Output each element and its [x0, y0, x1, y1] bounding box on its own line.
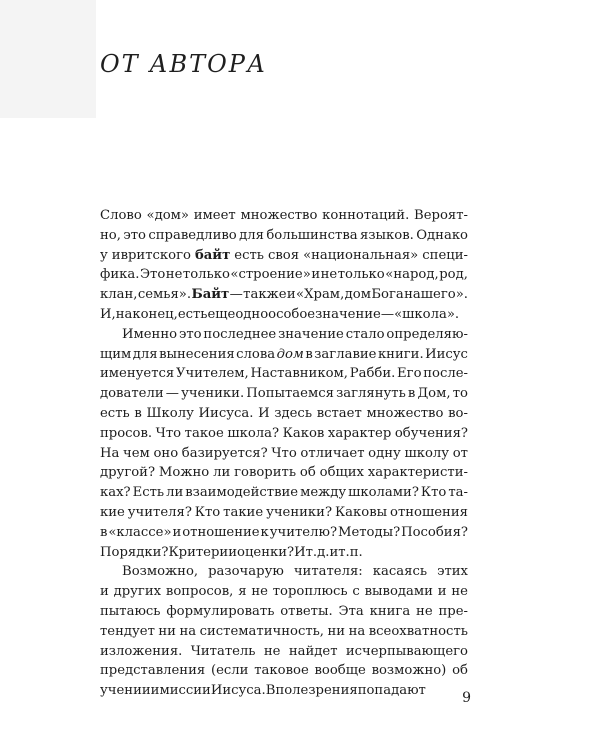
word: В [265, 683, 276, 699]
word: на [179, 623, 197, 639]
word: дователи [100, 386, 164, 402]
word: На [100, 445, 120, 461]
word: последнее [203, 326, 277, 342]
word: об [452, 663, 468, 679]
word: Бога [371, 287, 404, 303]
word: книги. [377, 346, 424, 362]
text-line [100, 562, 468, 582]
word: Байт [191, 287, 230, 303]
page-corner-shade [0, 0, 96, 118]
word: в [305, 346, 313, 362]
word: «классе» [108, 524, 172, 540]
text-line [100, 206, 468, 226]
word: школами? [348, 485, 419, 501]
word: заглянуть [336, 386, 406, 402]
word: не [451, 584, 468, 600]
text-line [100, 404, 468, 424]
word: других [113, 584, 162, 600]
word: базируется? [181, 445, 268, 461]
word: книга [369, 603, 411, 619]
word: к [260, 524, 269, 540]
word: Читатель [190, 643, 256, 659]
word: это [123, 227, 146, 243]
word: ученики. [181, 386, 245, 402]
text-line [100, 444, 468, 464]
word: характеристи- [367, 465, 468, 481]
word: систематичность, [199, 623, 324, 639]
word: специ- [422, 247, 468, 263]
word: об [299, 465, 316, 481]
word: тороплюсь [272, 584, 348, 600]
word: Кто [194, 504, 221, 520]
word: дом [276, 346, 304, 362]
word: здесь [274, 405, 312, 421]
word: еще [207, 306, 236, 322]
word: ученики? [266, 504, 333, 520]
text-line [100, 543, 468, 563]
word: читателя: [293, 564, 363, 580]
word: в [134, 405, 142, 421]
word: всеохватность [368, 623, 468, 639]
word: Рабби. [349, 366, 396, 382]
word: разочарую [208, 564, 284, 580]
word: множество [366, 405, 444, 421]
word: этих [437, 564, 468, 580]
word: таковое [254, 663, 309, 679]
word: представления [100, 663, 206, 679]
word: также [243, 287, 287, 303]
word: т. [305, 544, 318, 560]
word: для [239, 227, 264, 243]
text-line [100, 265, 468, 285]
word: только [337, 267, 385, 283]
word: обучения? [394, 425, 468, 441]
word: значение [278, 326, 344, 342]
word: Школу [146, 405, 194, 421]
word: заглавие [314, 346, 377, 362]
word: фика. [100, 267, 140, 283]
word: Слово [100, 208, 142, 223]
word: выводами [364, 584, 433, 600]
word: Можно [158, 465, 210, 481]
word: Однако [416, 227, 468, 243]
word: оценки? [237, 544, 295, 560]
word: просов. [100, 425, 153, 441]
word: коннотаций. [322, 208, 410, 223]
word: и [100, 584, 109, 600]
word: и [437, 584, 447, 600]
word: есть [234, 247, 264, 263]
text-line [100, 305, 468, 325]
paragraph [100, 206, 468, 325]
word: и [150, 683, 160, 699]
word: стало [345, 326, 385, 342]
text-line [100, 285, 468, 305]
text-line [100, 642, 468, 662]
text-line [100, 246, 468, 266]
text-line [100, 622, 468, 642]
word: имеет [193, 208, 236, 223]
word: тендует [100, 623, 155, 639]
chapter-title: ОТ АВТОРА [100, 50, 268, 78]
text-line [100, 424, 468, 444]
word: Наставником, [250, 366, 348, 382]
word: не [320, 267, 338, 283]
word: род, [439, 267, 468, 283]
word: большинства [266, 227, 358, 243]
word: во- [448, 405, 468, 421]
word: не [263, 643, 281, 659]
word: п. [349, 544, 363, 560]
word: есть [100, 405, 130, 421]
word: Учителем, [175, 366, 249, 382]
word: говорить [234, 465, 297, 481]
word: Иисуса. [198, 405, 254, 421]
word: та- [448, 485, 468, 501]
word: И, [100, 306, 116, 322]
word: особое [268, 306, 316, 322]
word: общих [319, 465, 364, 481]
word: ивритского [111, 247, 191, 263]
word: оно [153, 445, 179, 461]
word: И [294, 544, 306, 560]
word: «национальная» [303, 247, 419, 263]
word: между [300, 485, 347, 501]
word: Это [139, 267, 166, 283]
word: нашего». [404, 287, 468, 303]
word: именуется [100, 366, 175, 382]
word: Пособия? [401, 524, 468, 540]
page-number: 9 [462, 690, 471, 706]
word: учителю? [269, 524, 338, 540]
word: Что [271, 445, 297, 461]
word: отношение [182, 524, 260, 540]
word: — [229, 287, 243, 303]
word: одно [235, 306, 269, 322]
text-line [100, 463, 468, 483]
word: поле [275, 683, 309, 699]
word: справедливо [148, 227, 237, 243]
word: Иисус [425, 346, 468, 362]
word: касаясь [372, 564, 428, 580]
word: ни [327, 623, 346, 639]
word: множество [240, 208, 318, 223]
word: в [100, 524, 108, 540]
word: дом [344, 287, 371, 303]
word: «народ, [385, 267, 439, 283]
word: «школа». [394, 306, 460, 322]
word: зрения [308, 683, 358, 699]
word: наконец, [115, 306, 178, 322]
body-text [100, 206, 468, 701]
text-line [100, 523, 468, 543]
text-line [100, 661, 468, 681]
text-line [100, 325, 468, 345]
word: вынесения [159, 346, 235, 362]
word: Порядки? [100, 544, 169, 560]
word: семья». [137, 287, 192, 303]
text-line [100, 582, 468, 602]
word: слова [236, 346, 276, 362]
word: Возможно, [122, 564, 199, 580]
word: взаимодействие [185, 485, 299, 501]
word: языков. [360, 227, 414, 243]
word: Каковы [334, 504, 388, 520]
word: — [380, 306, 395, 322]
word: и [329, 544, 339, 560]
word: Дом, [417, 386, 451, 402]
word: «Храм, [296, 287, 345, 303]
word: щим [100, 346, 132, 362]
word: но, [100, 227, 121, 243]
word: на [348, 623, 366, 639]
text-line [100, 226, 468, 246]
text-line [100, 602, 468, 622]
word: д. [317, 544, 330, 560]
word: Иисуса. [210, 683, 266, 699]
word: и [172, 524, 182, 540]
word: я [238, 584, 247, 600]
word: Вероят- [414, 208, 468, 223]
word: у [100, 247, 108, 263]
word: после- [423, 366, 468, 382]
word: вопросов, [165, 584, 234, 600]
word: характер [327, 425, 392, 441]
word: от [452, 445, 468, 461]
word: в [407, 386, 416, 402]
word: учителя? [127, 504, 192, 520]
word: Кто [420, 485, 447, 501]
word: чем [123, 445, 150, 461]
paragraph [100, 325, 468, 563]
text-line [100, 384, 468, 404]
word: такие [223, 504, 264, 520]
word: вообще [314, 663, 366, 679]
word: своя [267, 247, 300, 263]
word: Методы? [337, 524, 401, 540]
word: клан, [100, 287, 138, 303]
word: Именно [122, 326, 178, 342]
word: встает [316, 405, 362, 421]
word: миссии [159, 683, 211, 699]
text-line [100, 345, 468, 365]
word: ли [213, 465, 231, 481]
word: ответы. [280, 603, 333, 619]
word: Есть [132, 485, 165, 501]
text-line [100, 364, 468, 384]
word: школу [404, 445, 450, 461]
word: формулировать [166, 603, 275, 619]
word: то [452, 386, 468, 402]
word: отличает [300, 445, 365, 461]
word: «строение» [230, 267, 311, 283]
word: пытаюсь [100, 603, 161, 619]
word: (если [210, 663, 249, 679]
text-line [100, 483, 468, 503]
word: попадают [357, 683, 426, 699]
word: кие [100, 504, 125, 520]
word: ли [166, 485, 184, 501]
word: школа? [227, 425, 280, 441]
word: другой? [100, 465, 156, 481]
text-line [100, 681, 468, 701]
word: «дом» [146, 208, 189, 223]
word: только [182, 267, 230, 283]
word: — [165, 386, 179, 402]
word: т. [338, 544, 350, 560]
word: Попытаемся [246, 386, 334, 402]
word: И [258, 405, 270, 421]
word: определяю- [386, 326, 468, 342]
word: не [251, 584, 268, 600]
word: для [132, 346, 158, 362]
word: Критерии [168, 544, 237, 560]
word: учении [100, 683, 151, 699]
word: не [165, 267, 183, 283]
word: найдет [288, 643, 338, 659]
word: изложения. [100, 643, 183, 659]
word: байт [194, 247, 231, 263]
word: одну [368, 445, 401, 461]
text-line [100, 503, 468, 523]
word: не [416, 603, 433, 619]
word: ни [158, 623, 176, 639]
word: исчерпывающего [345, 643, 468, 659]
word: ках? [100, 485, 131, 501]
word: это [178, 326, 202, 342]
word: Что [155, 425, 182, 441]
word: и [311, 267, 321, 283]
word: с [352, 584, 360, 600]
word: Каков [282, 425, 325, 441]
word: такое [184, 425, 224, 441]
word: Его [397, 366, 422, 382]
word: есть [177, 306, 208, 322]
word: Эта [338, 603, 364, 619]
word: значение [315, 306, 381, 322]
word: отношения [390, 504, 468, 520]
word: и [286, 287, 296, 303]
word: пре- [438, 603, 468, 619]
word: возможно) [371, 663, 447, 679]
paragraph [100, 562, 468, 701]
